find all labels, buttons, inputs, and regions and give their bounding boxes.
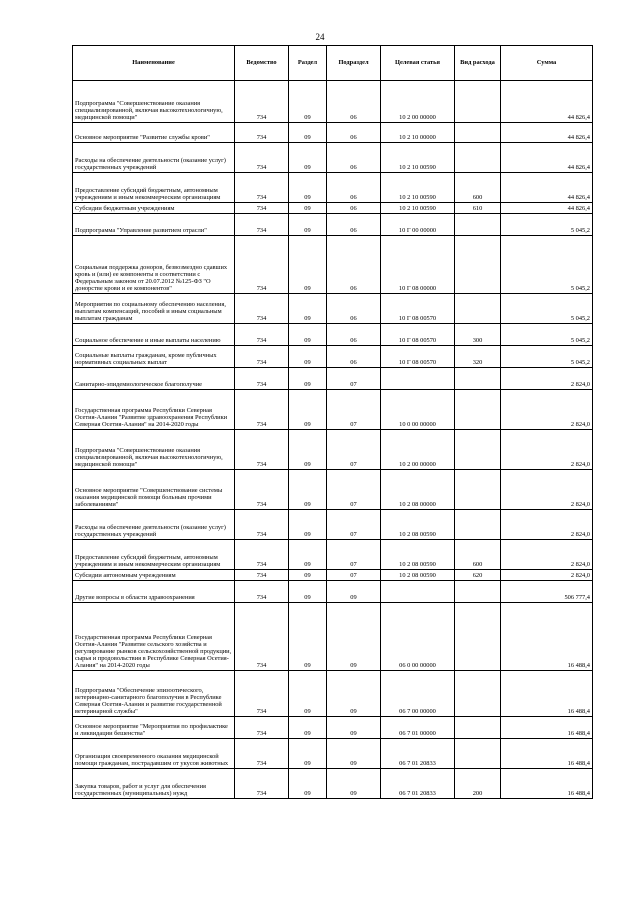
cell-target-article: 10 2 10 00000	[381, 123, 455, 143]
cell-department: 734	[235, 470, 289, 510]
cell-department: 734	[235, 368, 289, 390]
cell-expense-type	[455, 368, 501, 390]
cell-section: 09	[289, 324, 327, 346]
cell-expense-type: 600	[455, 173, 501, 203]
col-header-section: Раздел	[289, 46, 327, 81]
cell-expense-type: 600	[455, 540, 501, 570]
cell-department: 734	[235, 603, 289, 671]
table-row	[73, 739, 593, 769]
cell-amount: 16 488,4	[501, 671, 593, 717]
cell-department: 734	[235, 81, 289, 123]
cell-expense-type	[455, 294, 501, 324]
cell-section: 09	[289, 236, 327, 294]
cell-target-article: 10 Г 08 00570	[381, 294, 455, 324]
cell-section: 09	[289, 294, 327, 324]
table-row	[73, 570, 593, 581]
cell-expense-type: 610	[455, 203, 501, 214]
cell-target-article: 10 2 00 00000	[381, 430, 455, 470]
col-header-amount: Сумма	[501, 46, 593, 81]
cell-name: Субсидии бюджетным учреждениям	[73, 203, 235, 214]
cell-expense-type	[455, 739, 501, 769]
cell-section: 09	[289, 739, 327, 769]
cell-name: Подпрограмма "Управление развитием отрасли"	[73, 214, 235, 236]
cell-name: Организация своевременного оказания медицинской помощи гражданам, пострадавшим от укусов животных	[73, 739, 235, 769]
cell-subsection: 07	[327, 430, 381, 470]
cell-section: 09	[289, 430, 327, 470]
cell-target-article: 10 Г 08 00570	[381, 346, 455, 368]
cell-section: 09	[289, 203, 327, 214]
cell-target-article: 06 7 01 20833	[381, 769, 455, 799]
cell-amount: 44 826,4	[501, 81, 593, 123]
cell-department: 734	[235, 214, 289, 236]
cell-department: 734	[235, 769, 289, 799]
cell-section: 09	[289, 123, 327, 143]
cell-expense-type	[455, 123, 501, 143]
cell-name: Закупка товаров, работ и услуг для обеспечения государственных (муниципальных) нужд	[73, 769, 235, 799]
cell-section: 09	[289, 671, 327, 717]
cell-subsection: 07	[327, 540, 381, 570]
table-row	[73, 236, 593, 294]
cell-expense-type	[455, 390, 501, 430]
cell-section: 09	[289, 603, 327, 671]
table-row	[73, 430, 593, 470]
cell-subsection: 09	[327, 739, 381, 769]
cell-target-article: 06 7 01 00000	[381, 717, 455, 739]
table-row	[73, 470, 593, 510]
cell-target-article: 10 2 10 00590	[381, 173, 455, 203]
cell-department: 734	[235, 430, 289, 470]
cell-name: Подпрограмма "Обеспечение эпизоотического, ветеринарно-санитарного благополучия в Республике Северная Осетия-Алания и развитие государственной ветеринарной службы"	[73, 671, 235, 717]
cell-department: 734	[235, 570, 289, 581]
cell-subsection: 07	[327, 510, 381, 540]
cell-target-article: 10 Г 08 00000	[381, 236, 455, 294]
table-row	[73, 581, 593, 603]
cell-amount: 44 826,4	[501, 123, 593, 143]
cell-name: Основное мероприятие "Мероприятия по профилактике и ликвидации бешенства"	[73, 717, 235, 739]
cell-target-article: 10 Г 00 00000	[381, 214, 455, 236]
cell-department: 734	[235, 324, 289, 346]
table-row	[73, 717, 593, 739]
cell-target-article: 06 7 01 20833	[381, 739, 455, 769]
cell-expense-type: 320	[455, 346, 501, 368]
cell-amount: 16 488,4	[501, 739, 593, 769]
cell-name: Подпрограмма "Совершенствование оказания специализированной, включая высокотехнологичную, медицинской помощи"	[73, 430, 235, 470]
cell-amount: 2 824,0	[501, 470, 593, 510]
col-header-subsection: Подраздел	[327, 46, 381, 81]
cell-expense-type	[455, 143, 501, 173]
cell-expense-type	[455, 717, 501, 739]
cell-subsection: 06	[327, 236, 381, 294]
col-header-name: Наименование	[73, 46, 235, 81]
cell-subsection: 09	[327, 717, 381, 739]
cell-subsection: 06	[327, 173, 381, 203]
cell-name: Социальная поддержка доноров, безвозмездно сдавших кровь и (или) ее компоненты в соответствии с Федеральным законом от 20.07.2012 №125-ФЗ "О донорстве крови и ее компонентов"	[73, 236, 235, 294]
cell-subsection: 07	[327, 470, 381, 510]
cell-amount: 5 045,2	[501, 346, 593, 368]
table-row	[73, 368, 593, 390]
cell-subsection: 06	[327, 143, 381, 173]
cell-section: 09	[289, 470, 327, 510]
cell-target-article: 10 2 10 00590	[381, 143, 455, 173]
cell-name: Основное мероприятие "Развитие службы крови"	[73, 123, 235, 143]
cell-target-article: 10 2 08 00590	[381, 570, 455, 581]
table-row	[73, 143, 593, 173]
cell-department: 734	[235, 203, 289, 214]
cell-amount: 44 826,4	[501, 173, 593, 203]
cell-expense-type	[455, 430, 501, 470]
cell-name: Предоставление субсидий бюджетным, автономным учреждениям и иным некоммерческим организациям	[73, 540, 235, 570]
table-row	[73, 390, 593, 430]
col-header-target-article: Целевая статья	[381, 46, 455, 81]
cell-amount: 16 488,4	[501, 603, 593, 671]
table-row	[73, 346, 593, 368]
cell-subsection: 09	[327, 603, 381, 671]
cell-subsection: 06	[327, 324, 381, 346]
table-row	[73, 510, 593, 540]
cell-expense-type	[455, 510, 501, 540]
cell-subsection: 06	[327, 81, 381, 123]
cell-department: 734	[235, 346, 289, 368]
cell-department: 734	[235, 717, 289, 739]
cell-amount: 16 488,4	[501, 769, 593, 799]
cell-expense-type: 620	[455, 570, 501, 581]
cell-section: 09	[289, 346, 327, 368]
cell-amount: 5 045,2	[501, 214, 593, 236]
cell-amount: 2 824,0	[501, 540, 593, 570]
cell-subsection: 07	[327, 390, 381, 430]
cell-target-article: 10 2 08 00590	[381, 510, 455, 540]
cell-target-article: 06 0 00 00000	[381, 603, 455, 671]
cell-department: 734	[235, 390, 289, 430]
table-row	[73, 81, 593, 123]
cell-section: 09	[289, 368, 327, 390]
cell-section: 09	[289, 717, 327, 739]
table-row	[73, 294, 593, 324]
cell-name: Другие вопросы в области здравоохранения	[73, 581, 235, 603]
cell-amount: 2 824,0	[501, 430, 593, 470]
cell-target-article: 10 2 08 00590	[381, 540, 455, 570]
table-row	[73, 214, 593, 236]
cell-section: 09	[289, 173, 327, 203]
cell-amount: 5 045,2	[501, 236, 593, 294]
cell-section: 09	[289, 510, 327, 540]
table-row	[73, 540, 593, 570]
cell-subsection: 07	[327, 368, 381, 390]
cell-expense-type: 300	[455, 324, 501, 346]
cell-subsection: 06	[327, 123, 381, 143]
table-row	[73, 324, 593, 346]
cell-target-article: 06 7 00 00000	[381, 671, 455, 717]
cell-department: 734	[235, 294, 289, 324]
cell-target-article	[381, 368, 455, 390]
cell-amount: 506 777,4	[501, 581, 593, 603]
cell-amount: 2 824,0	[501, 390, 593, 430]
table-row	[73, 203, 593, 214]
budget-table	[72, 45, 593, 799]
cell-name: Расходы на обеспечение деятельности (оказание услуг) государственных учреждений	[73, 510, 235, 540]
cell-target-article: 10 Г 08 00570	[381, 324, 455, 346]
cell-expense-type	[455, 671, 501, 717]
cell-expense-type	[455, 581, 501, 603]
cell-name: Основное мероприятие "Совершенствование системы оказания медицинской помощи больным прочими заболеваниями"	[73, 470, 235, 510]
cell-department: 734	[235, 123, 289, 143]
cell-department: 734	[235, 540, 289, 570]
col-header-expense-type: Вид расхода	[455, 46, 501, 81]
table-row	[73, 123, 593, 143]
cell-name: Мероприятия по социальному обеспечению населения, выплатам компенсаций, пособий и иным социальным выплатам гражданам	[73, 294, 235, 324]
cell-target-article: 10 2 08 00000	[381, 470, 455, 510]
cell-amount: 2 824,0	[501, 510, 593, 540]
cell-amount: 5 045,2	[501, 294, 593, 324]
page-number: 24	[315, 32, 325, 42]
cell-name: Расходы на обеспечение деятельности (оказание услуг) государственных учреждений	[73, 143, 235, 173]
cell-name: Социальные выплаты гражданам, кроме публичных нормативных социальных выплат	[73, 346, 235, 368]
cell-department: 734	[235, 739, 289, 769]
cell-section: 09	[289, 540, 327, 570]
cell-target-article: 10 2 10 00590	[381, 203, 455, 214]
cell-name: Санитарно-эпидемиологическое благополучие	[73, 368, 235, 390]
cell-target-article	[381, 581, 455, 603]
cell-subsection: 06	[327, 203, 381, 214]
cell-target-article: 10 0 00 00000	[381, 390, 455, 430]
cell-expense-type	[455, 214, 501, 236]
cell-target-article: 10 2 00 00000	[381, 81, 455, 123]
table-row	[73, 603, 593, 671]
cell-subsection: 09	[327, 581, 381, 603]
cell-department: 734	[235, 581, 289, 603]
cell-section: 09	[289, 214, 327, 236]
cell-expense-type	[455, 470, 501, 510]
cell-name: Государственная программа Республики Северная Осетия-Алания "Развитие здравоохранения Республики Северная Осетия-Алания" на 2014-2020 годы	[73, 390, 235, 430]
cell-expense-type: 200	[455, 769, 501, 799]
cell-subsection: 06	[327, 294, 381, 324]
cell-name: Подпрограмма "Совершенствование оказания специализированной, включая высокотехнологичную, медицинской помощи"	[73, 81, 235, 123]
table-row	[73, 671, 593, 717]
cell-amount: 2 824,0	[501, 570, 593, 581]
cell-subsection: 09	[327, 671, 381, 717]
cell-subsection: 07	[327, 570, 381, 581]
cell-expense-type	[455, 81, 501, 123]
cell-subsection: 06	[327, 346, 381, 368]
cell-subsection: 06	[327, 214, 381, 236]
cell-name: Предоставление субсидий бюджетным, автономным учреждениям и иным некоммерческим организациям	[73, 173, 235, 203]
cell-section: 09	[289, 390, 327, 430]
cell-expense-type	[455, 603, 501, 671]
cell-amount: 44 826,4	[501, 143, 593, 173]
cell-name: Субсидии автономным учреждениям	[73, 570, 235, 581]
cell-amount: 2 824,0	[501, 368, 593, 390]
cell-amount: 16 488,4	[501, 717, 593, 739]
cell-section: 09	[289, 581, 327, 603]
cell-section: 09	[289, 769, 327, 799]
cell-expense-type	[455, 236, 501, 294]
table-row	[73, 769, 593, 799]
cell-department: 734	[235, 510, 289, 540]
cell-amount: 44 826,4	[501, 203, 593, 214]
cell-section: 09	[289, 570, 327, 581]
cell-amount: 5 045,2	[501, 324, 593, 346]
cell-name: Социальное обеспечение и иные выплаты населению	[73, 324, 235, 346]
cell-section: 09	[289, 143, 327, 173]
cell-department: 734	[235, 173, 289, 203]
cell-department: 734	[235, 236, 289, 294]
cell-subsection: 09	[327, 769, 381, 799]
col-header-department: Ведомство	[235, 46, 289, 81]
table-row	[73, 173, 593, 203]
table-header-row	[73, 46, 593, 81]
cell-department: 734	[235, 143, 289, 173]
cell-name: Государственная программа Республики Северная Осетия-Алания "Развитие сельского хозяйства и регулирование рынков сельскохозяйственной продукции, сырья и продовольствия в Республике Северная Осетия-Алания" на 2014-2020 годы	[73, 603, 235, 671]
cell-section: 09	[289, 81, 327, 123]
cell-department: 734	[235, 671, 289, 717]
